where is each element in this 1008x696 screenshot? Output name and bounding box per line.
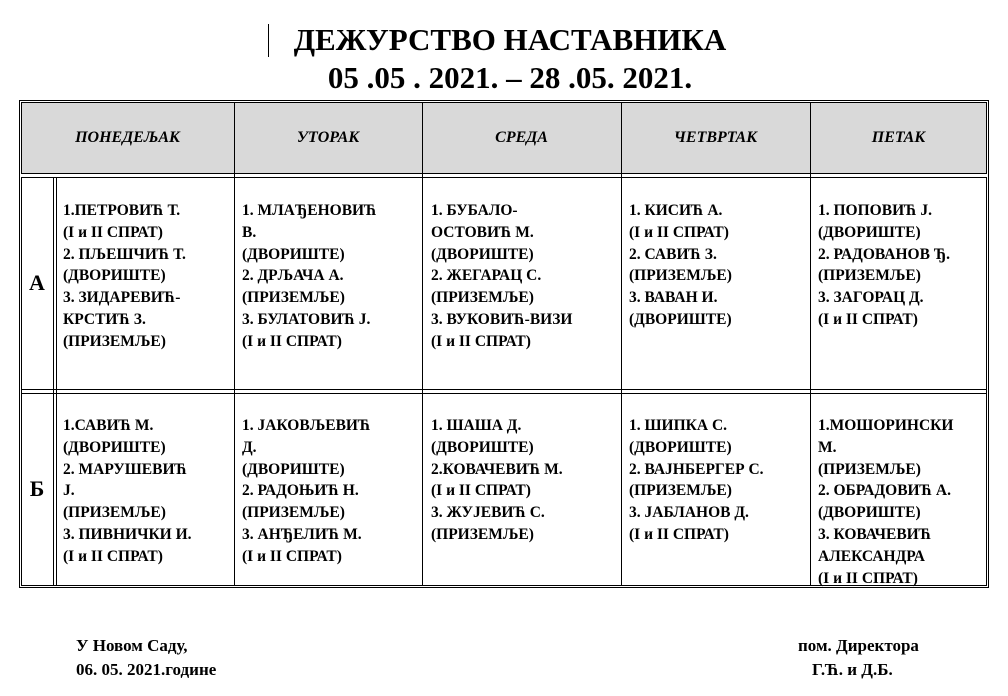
grid-line <box>21 389 987 390</box>
grid-line <box>21 393 987 394</box>
footer-role: пом. Директора <box>798 636 919 655</box>
day-header-wednesday: СРЕДА <box>495 129 548 146</box>
day-header-thursday: ЧЕТВРТАК <box>673 129 758 146</box>
date-range: 05 .05 . 2021. – 28 .05. 2021. <box>327 60 693 95</box>
footer-date: 06. 05. 2021.године <box>76 660 217 679</box>
text-cursor <box>268 24 269 57</box>
grid-line <box>422 102 423 586</box>
duty-cell: 1. КИСИЋ А. (I и II СПРАТ) 2. САВИЋ З. (ПРИЗЕМЉЕ) 3. ВАВАН И. (ДВОРИШТЕ) <box>629 202 732 328</box>
duty-cell: 1. ЈАКОВЉЕВИЋ Д. (ДВОРИШТЕ) 2. РАДОЊИЋ Н. (ПРИЗЕМЉЕ) 3. АНЂЕЛИЋ М. (I и II СПРАТ) <box>242 417 371 565</box>
document-title: ДЕЖУРСТВО НАСТАВНИКА <box>293 22 727 57</box>
duty-cell: 1. ПОПОВИЋ Ј. (ДВОРИШТЕ) 2. РАДОВАНОВ Ђ. (ПРИЗЕМЉЕ) 3. ЗАГОРАЦ Д. (I и II СПРАТ) <box>818 202 951 328</box>
grid-line <box>21 177 987 178</box>
footer-signature-names: Г.Ћ. и Д.Б. <box>812 660 893 679</box>
grid-line <box>53 177 54 586</box>
duty-cell: 1. БУБАЛО- ОСТОВИЋ М. (ДВОРИШТЕ) 2. ЖЕГАРАЦ С. (ПРИЗЕМЉЕ) 3. ВУКОВИЋ-ВИЗИ (I и II СПРАТ) <box>431 202 573 350</box>
row-label-a: А <box>29 270 45 295</box>
grid-line <box>234 102 235 586</box>
footer-place: У Новом Саду, <box>76 636 188 655</box>
grid-line <box>810 102 811 586</box>
duty-cell: 1.МОШОРИНСКИ М. (ПРИЗЕМЉЕ) 2. ОБРАДОВИЋ А. (ДВОРИШТЕ) 3. КОВАЧЕВИЋ АЛЕКСАНДРА (I и II СПРАТ) <box>818 417 954 587</box>
day-header-tuesday: УТОРАК <box>296 129 360 146</box>
duty-cell: 1.САВИЋ М. (ДВОРИШТЕ) 2. МАРУШЕВИЋ Ј. (ПРИЗЕМЉЕ) 3. ПИВНИЧКИ И. (I и II СПРАТ) <box>63 417 192 565</box>
duty-cell: 1. ШАША Д. (ДВОРИШТЕ) 2.КОВАЧЕВИЋ М. (I и II СПРАТ) 3. ЖУЈЕВИЋ С. (ПРИЗЕМЉЕ) <box>431 417 563 543</box>
row-label-b: Б <box>29 476 45 501</box>
day-header-monday: ПОНЕДЕЉАК <box>75 129 180 146</box>
grid-line <box>621 102 622 586</box>
day-header-friday: ПЕТАК <box>871 129 926 146</box>
duty-cell: 1.ПЕТРОВИЋ Т. (I и II СПРАТ) 2. ПЉЕШЧИЋ Т. (ДВОРИШТЕ) 3. ЗИДАРЕВИЋ- КРСТИЋ З. (ПРИЗЕМЉЕ) <box>63 202 186 350</box>
duty-cell: 1. ШИПКА С. (ДВОРИШТЕ) 2. ВАЈНБЕРГЕР С. (ПРИЗЕМЉЕ) 3. ЈАБЛАНОВ Д. (I и II СПРАТ) <box>629 417 764 543</box>
duty-cell: 1. МЛАЂЕНОВИЋ В. (ДВОРИШТЕ) 2. ДРЉАЧА А. (ПРИЗЕМЉЕ) 3. БУЛАТОВИЋ Ј. (I и II СПРАТ) <box>242 202 377 350</box>
